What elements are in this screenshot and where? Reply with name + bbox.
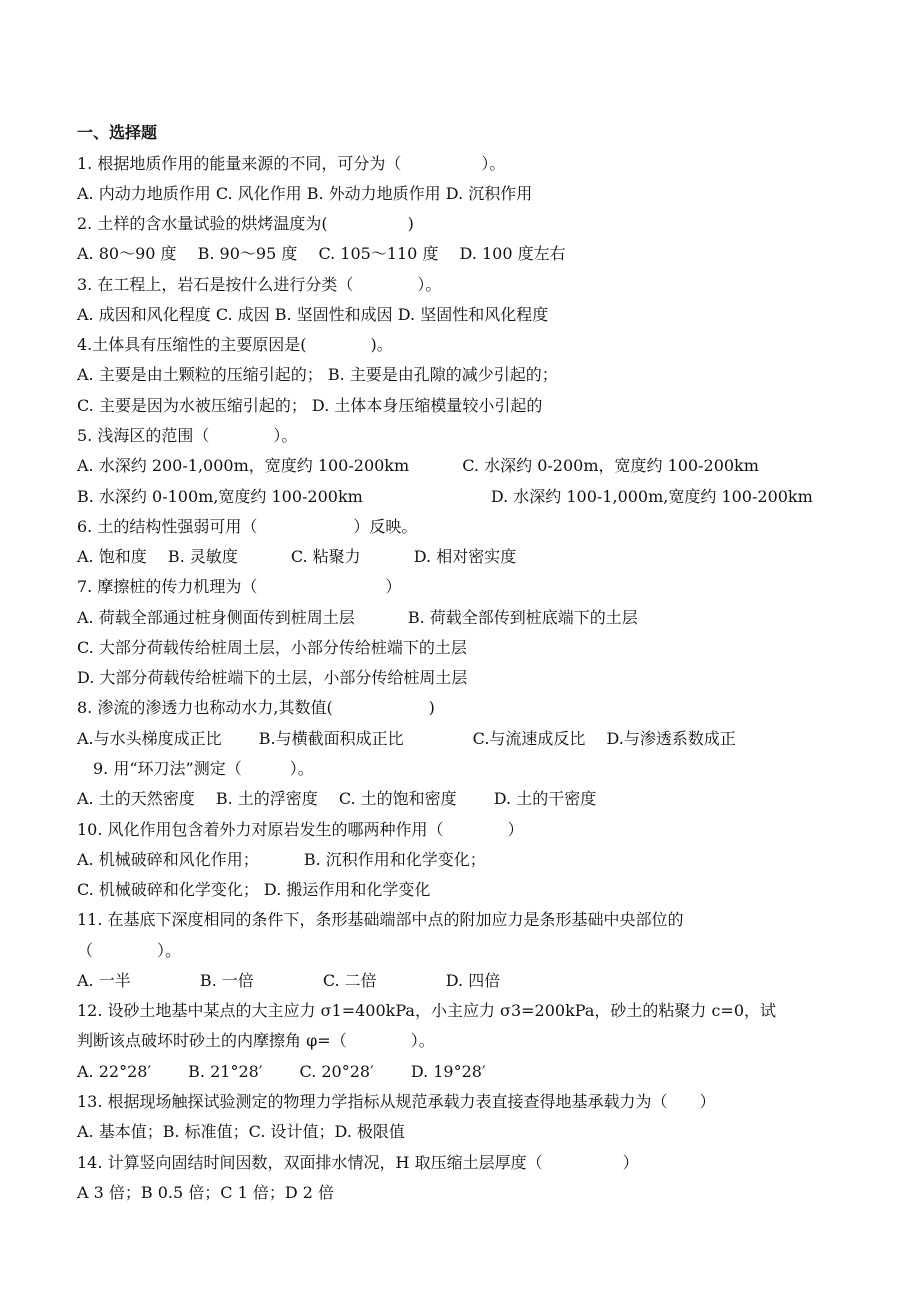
options-11: A. 一半 B. 一倍 C. 二倍 D. 四倍 xyxy=(77,971,501,990)
question-13: 13. 根据现场触探试验测定的物理力学指标从规范承载力表直接查得地基承载力为（ ） xyxy=(77,1092,716,1111)
question-11: 11. 在基底下深度相同的条件下，条形基础端部中点的附加应力是条形基础中央部位的 xyxy=(77,910,684,929)
question-14: 14. 计算竖向固结时间因数，双面排水情况，H 取压缩土层厚度（ ） xyxy=(77,1153,639,1172)
options-1: A. 内动力地质作用 C. 风化作用 B. 外动力地质作用 D. 沉积作用 xyxy=(77,184,533,203)
options-6: A. 饱和度 B. 灵敏度 C. 粘聚力 D. 相对密实度 xyxy=(77,547,517,566)
question-2: 2. 土样的含水量试验的烘烤温度为( ) xyxy=(77,214,414,233)
question-11-cont: （ ）。 xyxy=(77,941,182,960)
options-4-cd: C. 主要是因为水被压缩引起的； D. 土体本身压缩模量较小引起的 xyxy=(77,396,543,415)
question-5: 5. 浅海区的范围（ ）。 xyxy=(77,426,298,445)
question-8: 8. 渗流的渗透力也称动水力,其数值( ) xyxy=(77,698,435,717)
question-6: 6. 土的结构性强弱可用（ ）反映。 xyxy=(77,517,418,536)
question-1: 1. 根据地质作用的能量来源的不同，可分为（ ）。 xyxy=(77,154,506,173)
options-5-ac: A. 水深约 200-1,000m，宽度约 100-200km C. 水深约 0-200m，宽度约 100-200km xyxy=(77,456,759,475)
question-7: 7. 摩擦桩的传力机理为（ ） xyxy=(77,577,402,596)
options-7-d: D. 大部分荷载传给桩端下的土层，小部分传给桩周土层 xyxy=(77,668,468,687)
options-3: A. 成因和风化程度 C. 成因 B. 坚固性和成因 D. 坚固性和风化程度 xyxy=(77,305,549,324)
options-7-c: C. 大部分荷载传给桩周土层，小部分传给桩端下的土层 xyxy=(77,638,467,657)
options-13: A. 基本值；B. 标准值；C. 设计值；D. 极限值 xyxy=(77,1122,405,1141)
options-4-ab: A. 主要是由土颗粒的压缩引起的； B. 主要是由孔隙的减少引起的； xyxy=(77,365,558,384)
question-3: 3. 在工程上，岩石是按什么进行分类（ ）。 xyxy=(77,275,442,294)
options-7-ab: A. 荷载全部通过桩身侧面传到桩周土层 B. 荷载全部传到桩底端下的土层 xyxy=(77,608,638,627)
question-10: 10. 风化作用包含着外力对原岩发生的哪两种作用（ ） xyxy=(77,820,524,839)
options-5-bd: B. 水深约 0-100m,宽度约 100-200km D. 水深约 100-1,000m,宽度约 100-200km xyxy=(77,487,813,506)
options-10-cd: C. 机械破碎和化学变化； D. 搬运作用和化学变化 xyxy=(77,880,431,899)
options-14: A 3 倍；B 0.5 倍；C 1 倍；D 2 倍 xyxy=(77,1183,335,1202)
options-2: A. 80～90 度 B. 90～95 度 C. 105～110 度 D. 100 度左右 xyxy=(77,244,566,263)
question-12: 12. 设砂土地基中某点的大主应力 σ1=400kPa，小主应力 σ3=200kPa，砂土的粘聚力 c=0，试 xyxy=(77,1001,776,1020)
section-heading: 一、选择题 xyxy=(77,123,158,142)
question-12-cont: 判断该点破坏时砂土的内摩擦角 φ=（ ）。 xyxy=(77,1031,435,1050)
question-4: 4.土体具有压缩性的主要原因是( )。 xyxy=(77,335,393,354)
question-9: 9. 用“环刀法”测定（ ）。 xyxy=(93,759,314,778)
options-12: A. 22°28′ B. 21°28′ C. 20°28′ D. 19°28′ xyxy=(77,1062,486,1081)
options-9: A. 土的天然密度 B. 土的浮密度 C. 土的饱和密度 D. 土的干密度 xyxy=(77,789,597,808)
options-10-ab: A. 机械破碎和风化作用； B. 沉积作用和化学变化； xyxy=(77,850,486,869)
options-8: A.与水头梯度成正比 B.与横截面积成正比 C.与流速成反比 D.与渗透系数成正 xyxy=(77,729,736,748)
